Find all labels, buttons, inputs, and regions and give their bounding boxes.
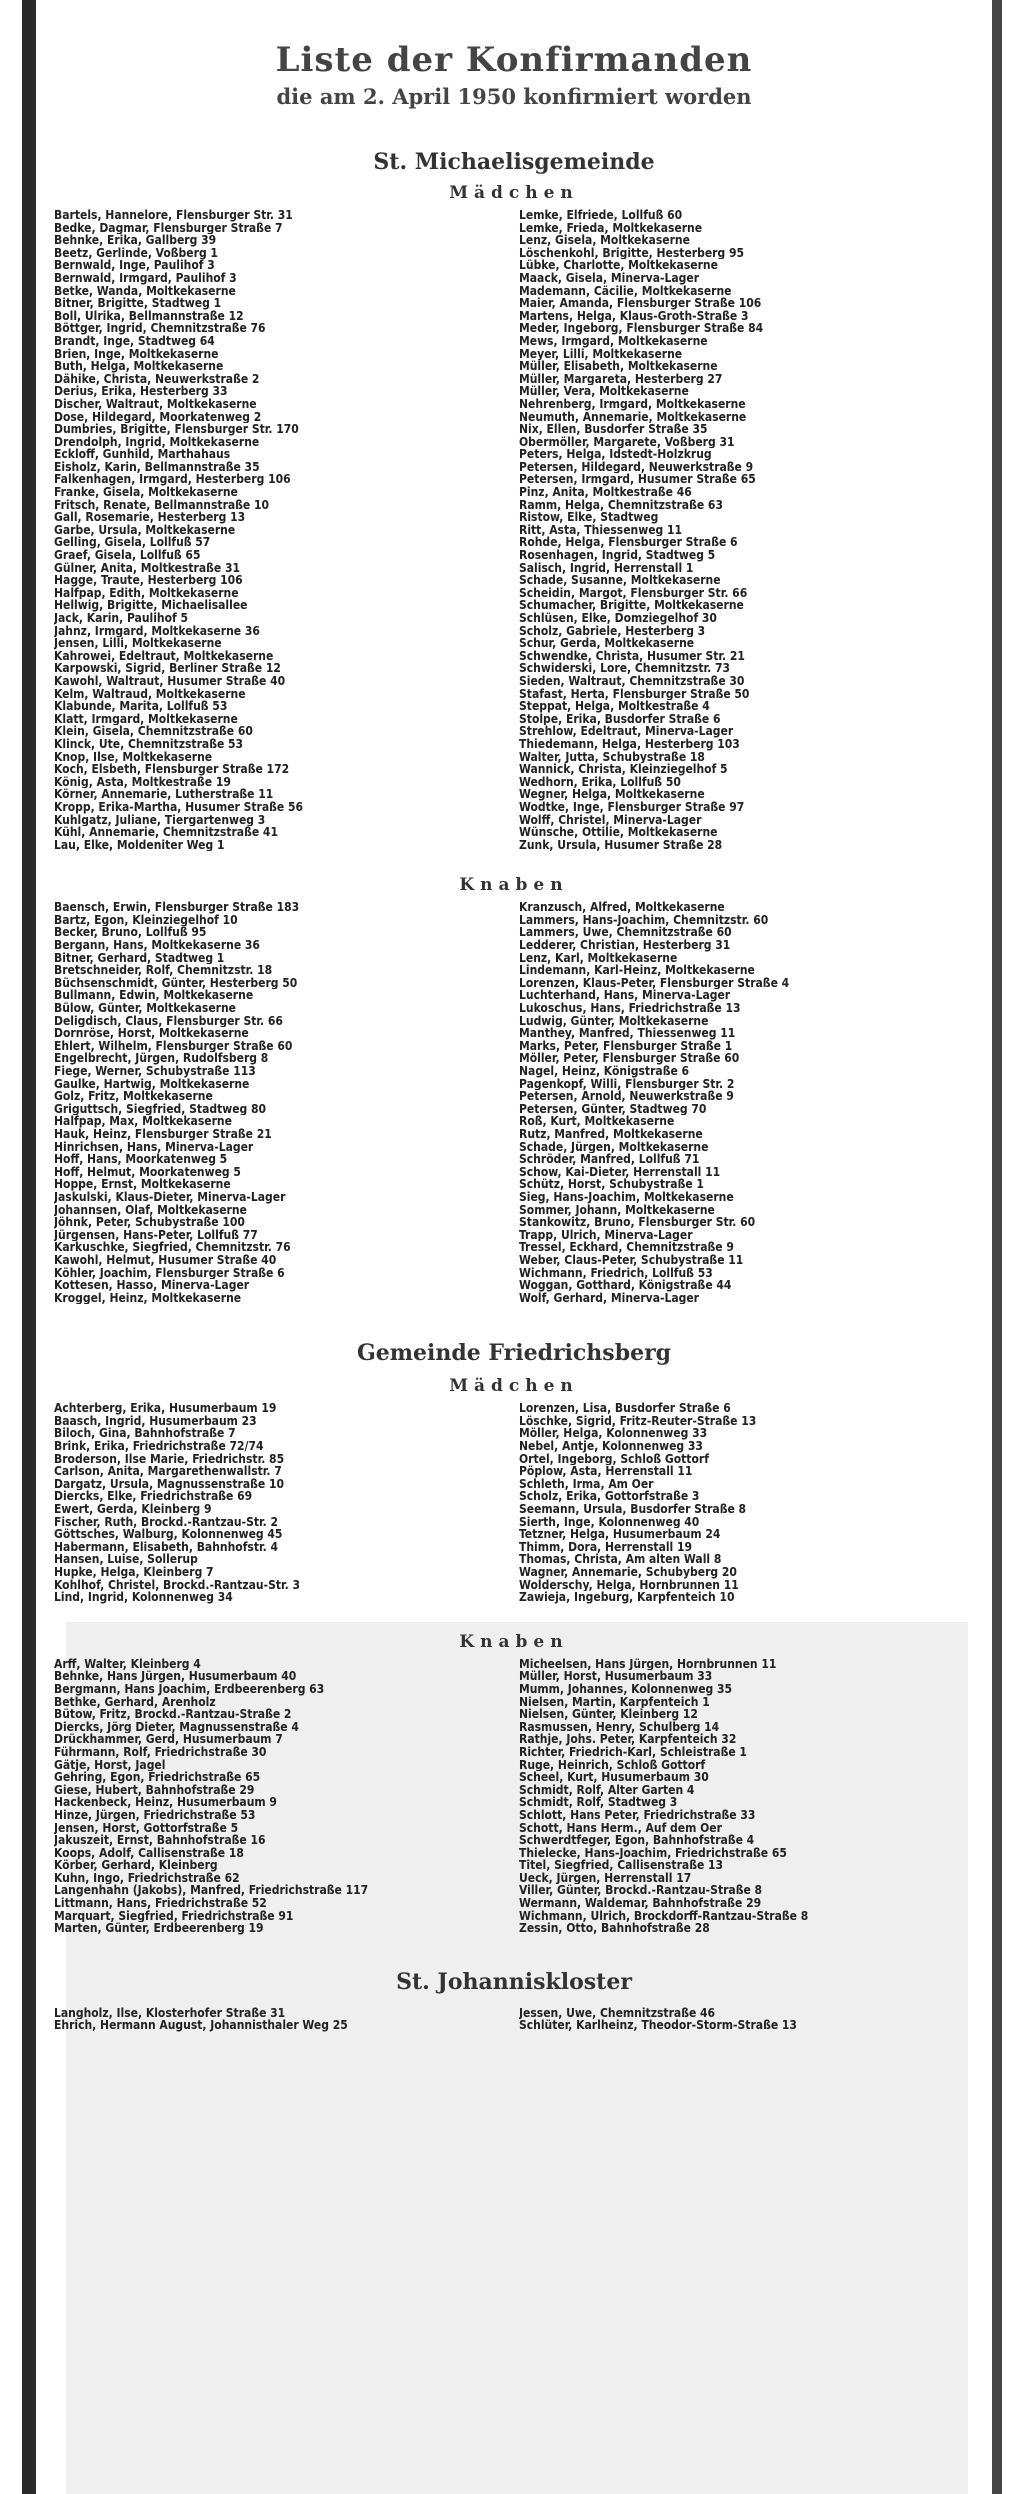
list-item: Lübke, Charlotte, Moltkekaserne: [519, 259, 718, 272]
list-item: Jürgensen, Hans-Peter, Lollfuß 77: [54, 1228, 258, 1242]
list-item: Pöplow, Asta, Herrenstall 11: [519, 1465, 693, 1478]
list-item: Kranzusch, Alfred, Moltkekaserne: [519, 901, 725, 914]
list-item: Löschke, Sigrid, Fritz-Reuter-Straße 13: [519, 1414, 757, 1428]
list-item: Hupke, Helga, Kleinberg 7: [54, 1566, 214, 1579]
list-item: Baensch, Erwin, Flensburger Straße 183: [54, 901, 300, 914]
list-item: Wolff, Christel, Minerva-Lager: [519, 813, 702, 827]
list-item: Schwendke, Christa, Husumer Str. 21: [519, 649, 745, 663]
list-item: Thimm, Dora, Herrenstall 19: [519, 1540, 693, 1554]
list-item: Scheidin, Margot, Flensburger Str. 66: [519, 586, 748, 600]
list-item: Weber, Claus-Peter, Schubystraße 11: [519, 1253, 744, 1267]
list-item: Boll, Ulrika, Bellmannstraße 12: [54, 309, 244, 323]
list-item: Martens, Helga, Klaus-Groth-Straße 3: [519, 309, 749, 323]
list-item: Sommer, Johann, Moltkekaserne: [519, 1203, 715, 1217]
list-item: Behnke, Erika, Gallberg 39: [54, 234, 217, 247]
list-item: Marquart, Siegfried, Friedrichstraße 91: [54, 1909, 294, 1923]
list-item: Johannsen, Olaf, Moltkekaserne: [54, 1203, 247, 1217]
list-item: Bitner, Brigitte, Stadtweg 1: [54, 297, 222, 310]
list-item: Kawohl, Waltraut, Husumer Straße 40: [54, 674, 286, 688]
name-columns: [54, 901, 974, 1304]
list-item: Möller, Helga, Kolonnenweg 33: [519, 1427, 708, 1441]
list-item: Mews, Irmgard, Moltkekaserne: [519, 334, 708, 348]
list-item: Hellwig, Brigitte, Michaelisallee: [54, 599, 248, 612]
list-item: Schmidt, Rolf, Alter Garten 4: [519, 1783, 695, 1797]
list-item: Klabunde, Marita, Lollfuß 53: [54, 700, 228, 713]
list-item: Langholz, Ilse, Klosterhofer Straße 31: [54, 2006, 286, 2020]
sections-container: [54, 149, 974, 2032]
parish-section: [54, 149, 974, 1304]
list-item: Bethke, Gerhard, Arenholz: [54, 1695, 216, 1709]
name-column-left: [54, 1658, 509, 1935]
list-item: Bitner, Gerhard, Stadtweg 1: [54, 951, 225, 965]
list-item: Hoppe, Ernst, Moltkekaserne: [54, 1178, 231, 1191]
list-item: Derius, Erika, Hesterberg 33: [54, 385, 228, 398]
list-item: Strehlow, Edeltraut, Minerva-Lager: [519, 725, 734, 738]
list-item: Hinze, Jürgen, Friedrichstraße 53: [54, 1808, 256, 1822]
list-item: Richter, Friedrich-Karl, Schleistraße 1: [519, 1745, 747, 1759]
name-column-right: [519, 1402, 974, 1604]
list-item: Rutz, Manfred, Moltkekaserne: [519, 1127, 703, 1141]
list-item: Brink, Erika, Friedrichstraße 72/74: [54, 1440, 264, 1453]
list-item: Golz, Fritz, Moltkekaserne: [54, 1090, 213, 1103]
list-item: Kühl, Annemarie, Chemnitzstraße 41: [54, 826, 278, 839]
list-item: Bartz, Egon, Kleinziegelhof 10: [54, 913, 238, 927]
list-item: Kuhlgatz, Juliane, Tiergartenweg 3: [54, 813, 266, 827]
list-item: Knop, Ilse, Moltkekaserne: [54, 750, 213, 764]
list-item: Betke, Wanda, Moltkekaserne: [54, 284, 236, 298]
list-item: Dornröse, Horst, Moltkekaserne: [54, 1027, 249, 1040]
list-item: Hauk, Heinz, Flensburger Straße 21: [54, 1127, 272, 1141]
list-item: Thomas, Christa, Am alten Wall 8: [519, 1553, 722, 1566]
list-item: Gehring, Egon, Friedrichstraße 65: [54, 1771, 261, 1784]
list-item: Discher, Waltraut, Moltkekaserne: [54, 397, 257, 411]
list-item: Giese, Hubert, Bahnhofstraße 29: [54, 1783, 255, 1797]
list-item: Zunk, Ursula, Husumer Straße 28: [519, 838, 723, 852]
list-item: Langenhahn (Jakobs), Manfred, Friedrichstraße 117: [54, 1884, 369, 1898]
list-item: Jakuszeit, Ernst, Bahnhofstraße 16: [54, 1834, 266, 1847]
list-item: Eckloff, Gunhild, Marthahaus: [54, 448, 231, 461]
list-item: Steppat, Helga, Moltkestraße 4: [519, 700, 710, 713]
name-columns: [54, 2007, 974, 2032]
list-item: Klein, Gisela, Chemnitzstraße 60: [54, 725, 253, 738]
list-item: Bernwald, Irmgard, Paulihof 3: [54, 271, 237, 285]
list-item: Gaulke, Hartwig, Moltkekaserne: [54, 1077, 250, 1091]
list-item: Petersen, Günter, Stadtweg 70: [519, 1102, 707, 1116]
list-item: Manthey, Manfred, Thiessenweg 11: [519, 1027, 736, 1040]
list-item: Schlüsen, Elke, Domziegelhof 30: [519, 612, 717, 625]
list-item: Lau, Elke, Moldeniter Weg 1: [54, 838, 225, 852]
list-item: Lenz, Gisela, Moltkekaserne: [519, 234, 690, 247]
parish-section: [54, 1969, 974, 2032]
list-item: Luchterhand, Hans, Minerva-Lager: [519, 989, 731, 1003]
list-item: Thielecke, Hans-Joachim, Friedrichstraße 65: [519, 1846, 787, 1860]
list-item: Bretschneider, Rolf, Chemnitzstr. 18: [54, 964, 273, 977]
list-item: Ramm, Helga, Chemnitzstraße 63: [519, 498, 723, 512]
list-item: Lindemann, Karl-Heinz, Moltkekaserne: [519, 964, 755, 977]
list-item: Wodtke, Inge, Flensburger Straße 97: [519, 800, 745, 814]
list-item: Fritsch, Renate, Bellmannstraße 10: [54, 498, 270, 512]
list-item: Seemann, Ursula, Busdorfer Straße 8: [519, 1503, 747, 1516]
list-item: Kottesen, Hasso, Minerva-Lager: [54, 1279, 250, 1292]
list-item: Karkuschke, Siegfried, Chemnitzstr. 76: [54, 1241, 291, 1254]
list-item: Sieg, Hans-Joachim, Moltkekaserne: [519, 1190, 734, 1204]
list-item: Koch, Elsbeth, Flensburger Straße 172: [54, 763, 290, 776]
group-heading: Knaben: [459, 875, 569, 896]
list-item: Rohde, Helga, Flensburger Straße 6: [519, 536, 738, 550]
list-item: Schow, Kai-Dieter, Herrenstall 11: [519, 1165, 721, 1179]
list-item: Roß, Kurt, Moltkekaserne: [519, 1115, 675, 1128]
list-item: Dose, Hildegard, Moorkatenweg 2: [54, 410, 262, 424]
list-item: Wolf, Gerhard, Minerva-Lager: [519, 1291, 700, 1305]
list-item: Schade, Susanne, Moltkekaserne: [519, 574, 721, 587]
parish-heading: St. Michaelisgemeinde: [373, 149, 655, 175]
list-item: Schott, Hans Herm., Auf dem Oer: [519, 1821, 722, 1835]
list-item: Ueck, Jürgen, Herrenstall 17: [519, 1871, 692, 1885]
list-item: Lenz, Karl, Moltkekaserne: [519, 951, 678, 965]
list-item: Halfpap, Edith, Moltkekaserne: [54, 586, 239, 600]
list-item: Eisholz, Karin, Bellmannstraße 35: [54, 460, 260, 474]
name-column-right: [519, 901, 974, 1304]
list-item: Scholz, Erika, Gottorfstraße 3: [519, 1490, 700, 1504]
right-margin-bar: [992, 0, 1002, 2494]
list-item: Hoff, Hans, Moorkatenweg 5: [54, 1153, 228, 1166]
list-item: Bernwald, Inge, Paulihof 3: [54, 259, 215, 272]
list-item: Ortel, Ingeborg, Schloß Gottorf: [519, 1452, 709, 1466]
name-column-left: [54, 1402, 509, 1604]
list-item: Führmann, Rolf, Friedrichstraße 30: [54, 1745, 267, 1759]
list-item: Jahnz, Irmgard, Moltkekaserne 36: [54, 624, 260, 638]
name-column-left: [54, 901, 509, 1304]
list-item: Fischer, Ruth, Brockd.-Rantzau-Str. 2: [54, 1515, 279, 1529]
list-item: Meyer, Lilli, Moltkekaserne: [519, 347, 683, 361]
list-item: Viller, Günter, Brockd.-Rantzau-Straße 8: [519, 1884, 763, 1898]
list-item: Arff, Walter, Kleinberg 4: [54, 1657, 201, 1671]
list-item: Böttger, Ingrid, Chemnitzstraße 76: [54, 322, 266, 335]
list-item: Achterberg, Erika, Husumerbaum 19: [54, 1402, 277, 1415]
list-item: Pinz, Anita, Moltkestraße 46: [519, 486, 692, 499]
list-item: Kohlhof, Christel, Brockd.-Rantzau-Str. 3: [54, 1578, 301, 1592]
list-item: Titel, Siegfried, Callisenstraße 13: [519, 1859, 724, 1872]
list-item: Schumacher, Brigitte, Moltkekaserne: [519, 599, 744, 612]
list-item: Marks, Peter, Flensburger Straße 1: [519, 1039, 733, 1053]
list-item: Gelling, Gisela, Lollfuß 57: [54, 536, 211, 550]
list-item: Dähike, Christa, Neuwerkstraße 2: [54, 372, 260, 386]
list-item: Wünsche, Ottilie, Moltkekaserne: [519, 826, 718, 839]
list-item: Schröder, Manfred, Lollfuß 71: [519, 1153, 700, 1166]
name-column-right: [519, 1658, 974, 1935]
list-item: Jöhnk, Peter, Schubystraße 100: [54, 1216, 245, 1229]
list-item: Stankowitz, Bruno, Flensburger Str. 60: [519, 1216, 756, 1229]
list-item: Franke, Gisela, Moltkekaserne: [54, 486, 238, 499]
list-item: Fiege, Werner, Schubystraße 113: [54, 1065, 256, 1078]
list-item: Lammers, Hans-Joachim, Chemnitzstr. 60: [519, 913, 769, 927]
list-item: Maier, Amanda, Flensburger Straße 106: [519, 297, 762, 310]
list-item: Petersen, Arnold, Neuwerkstraße 9: [519, 1090, 734, 1103]
list-item: Hansen, Luise, Sollerup: [54, 1553, 198, 1566]
list-item: Dumbries, Brigitte, Flensburger Str. 170: [54, 423, 299, 436]
list-item: Hackenbeck, Heinz, Husumerbaum 9: [54, 1796, 277, 1809]
list-item: Möller, Peter, Flensburger Straße 60: [519, 1052, 740, 1065]
name-columns: [54, 1658, 974, 1935]
list-item: Wolderschy, Helga, Hornbrunnen 11: [519, 1578, 739, 1592]
list-item: Hagge, Traute, Hesterberg 106: [54, 574, 243, 587]
list-item: Petersen, Hildegard, Neuwerkstraße 9: [519, 460, 754, 474]
list-item: Ritt, Asta, Thiessenweg 11: [519, 523, 683, 537]
list-item: Baasch, Ingrid, Husumerbaum 23: [54, 1414, 257, 1428]
group-heading: Knaben: [459, 1631, 569, 1652]
list-item: Lammers, Uwe, Chemnitzstraße 60: [519, 926, 732, 940]
list-item: Zawieja, Ingeburg, Karpfenteich 10: [519, 1591, 735, 1604]
list-item: Lorenzen, Lisa, Busdorfer Straße 6: [519, 1402, 731, 1415]
list-item: Stolpe, Erika, Busdorfer Straße 6: [519, 712, 721, 726]
list-item: Löschenkohl, Brigitte, Hesterberg 95: [519, 246, 745, 260]
list-item: Neumuth, Annemarie, Moltkekaserne: [519, 410, 747, 424]
list-item: Wannick, Christa, Kleinziegelhof 5: [519, 763, 728, 776]
list-item: Beetz, Gerlinde, Voßberg 1: [54, 246, 218, 260]
name-column-left: [54, 209, 509, 851]
list-item: Nagel, Heinz, Königstraße 6: [519, 1065, 690, 1078]
list-item: Drückhammer, Gerd, Husumerbaum 7: [54, 1733, 283, 1746]
list-item: Koops, Adolf, Callisenstraße 18: [54, 1846, 244, 1860]
group-heading: Mädchen: [449, 1376, 579, 1397]
list-item: Kuhn, Ingo, Friedrichstraße 62: [54, 1871, 240, 1885]
list-item: Nielsen, Günter, Kleinberg 12: [519, 1708, 698, 1721]
list-item: Schur, Gerda, Moltkekaserne: [519, 637, 695, 650]
name-columns: [54, 209, 974, 851]
list-item: Thiedemann, Helga, Hesterberg 103: [519, 737, 740, 751]
list-item: Rathje, Johs. Peter, Karpfenteich 32: [519, 1733, 737, 1746]
list-item: Gülner, Anita, Moltkestraße 31: [54, 561, 240, 575]
list-item: Jessen, Uwe, Chemnitzstraße 46: [519, 2006, 716, 2020]
list-item: Körner, Annemarie, Lutherstraße 11: [54, 788, 274, 801]
list-item: Körber, Gerhard, Kleinberg: [54, 1859, 218, 1872]
list-item: Kropp, Erika-Martha, Husumer Straße 56: [54, 800, 304, 814]
list-item: Pagenkopf, Willi, Flensburger Str. 2: [519, 1077, 735, 1091]
list-item: Brandt, Inge, Stadtweg 64: [54, 334, 215, 348]
parish-section: [54, 1340, 974, 1935]
list-item: Biloch, Gina, Bahnhofstraße 7: [54, 1427, 236, 1441]
list-item: Maack, Gisela, Minerva-Lager: [519, 271, 700, 285]
list-item: Ehlert, Wilhelm, Flensburger Straße 60: [54, 1039, 293, 1053]
group-heading: Mädchen: [449, 183, 579, 203]
list-item: Rosenhagen, Ingrid, Stadtweg 5: [519, 549, 716, 562]
list-item: Schleth, Irma, Am Oer: [519, 1477, 654, 1491]
list-item: Müller, Horst, Husumerbaum 33: [519, 1670, 713, 1683]
list-item: Wermann, Waldemar, Bahnhofstraße 29: [519, 1897, 762, 1910]
name-columns: [54, 1402, 974, 1604]
list-item: Woggan, Gotthard, Königstraße 44: [519, 1279, 732, 1292]
list-item: Sieden, Waltraut, Chemnitzstraße 30: [519, 674, 745, 688]
list-item: Kelm, Waltraud, Moltkekaserne: [54, 687, 246, 701]
list-item: Trapp, Ulrich, Minerva-Lager: [519, 1228, 693, 1242]
list-item: Müller, Margareta, Hesterberg 27: [519, 372, 723, 386]
list-item: Deligdisch, Claus, Flensburger Str. 66: [54, 1014, 283, 1028]
list-item: Kahrowei, Edeltraut, Moltkekaserne: [54, 649, 274, 663]
list-item: Lind, Ingrid, Kolonnenweg 34: [54, 1591, 233, 1604]
left-margin-bar: [22, 0, 36, 2494]
list-item: Nix, Ellen, Busdorfer Straße 35: [519, 423, 708, 436]
list-item: Wichmann, Ulrich, Brockdorff-Rantzau-Straße 8: [519, 1909, 809, 1923]
list-item: Kroggel, Heinz, Moltkekaserne: [54, 1291, 242, 1305]
name-column-right: [519, 209, 974, 851]
list-item: Wagner, Annemarie, Schubyberg 20: [519, 1566, 737, 1579]
list-item: Schwiderski, Lore, Chemnitzstr. 73: [519, 662, 730, 675]
list-item: Klinck, Ute, Chemnitzstraße 53: [54, 737, 244, 751]
list-item: Göttsches, Walburg, Kolonnenweg 45: [54, 1528, 283, 1541]
list-item: Bergann, Hans, Moltkekaserne 36: [54, 939, 260, 952]
list-item: Sierth, Inge, Kolonnenweg 40: [519, 1515, 700, 1529]
list-item: Diercks, Jörg Dieter, Magnussenstraße 4: [54, 1720, 299, 1734]
name-column-left: [54, 2007, 509, 2032]
list-item: Zessin, Otto, Bahnhofstraße 28: [519, 1922, 710, 1935]
list-item: Karpowski, Sigrid, Berliner Straße 12: [54, 662, 281, 675]
list-item: Buth, Helga, Moltkekaserne: [54, 360, 224, 373]
list-item: Meder, Ingeborg, Flensburger Straße 84: [519, 322, 764, 335]
list-item: Stafast, Herta, Flensburger Straße 50: [519, 687, 750, 701]
list-item: König, Asta, Moltkestraße 19: [54, 775, 231, 789]
list-item: Marten, Günter, Erdbeerenberg 19: [54, 1922, 264, 1935]
list-item: Tetzner, Helga, Husumerbaum 24: [519, 1528, 721, 1541]
list-item: Diercks, Elke, Friedrichstraße 69: [54, 1490, 253, 1504]
list-item: Wegner, Helga, Moltkekaserne: [519, 788, 705, 801]
list-item: Engelbrecht, Jürgen, Rudolfsberg 8: [54, 1052, 269, 1065]
list-item: Graef, Gisela, Lollfuß 65: [54, 549, 201, 562]
list-item: Walter, Jutta, Schubystraße 18: [519, 750, 705, 764]
parish-heading: Gemeinde Friedrichsberg: [356, 1340, 672, 1367]
list-item: Broderson, Ilse Marie, Friedrichstr. 85: [54, 1452, 285, 1466]
list-item: Ristow, Elke, Stadtweg: [519, 511, 659, 524]
list-item: Drendolph, Ingrid, Moltkekaserne: [54, 435, 260, 449]
list-item: Lorenzen, Klaus-Peter, Flensburger Straße 4: [519, 976, 790, 990]
list-item: Schütz, Horst, Schubystraße 1: [519, 1178, 704, 1191]
list-item: Müller, Elisabeth, Moltkekaserne: [519, 360, 718, 373]
list-item: Jaskulski, Klaus-Dieter, Minerva-Lager: [54, 1190, 286, 1204]
list-item: Tressel, Eckhard, Chemnitzstraße 9: [519, 1241, 734, 1254]
list-item: Bülow, Günter, Moltkekaserne: [54, 1002, 236, 1015]
list-item: Scholz, Gabriele, Hesterberg 3: [519, 624, 706, 638]
list-item: Scheel, Kurt, Husumerbaum 30: [519, 1771, 709, 1784]
list-item: Nehrenberg, Irmgard, Moltkekaserne: [519, 397, 746, 411]
list-item: Nebel, Antje, Kolonnenweg 33: [519, 1440, 703, 1453]
list-item: Lemke, Elfriede, Lollfuß 60: [519, 209, 683, 222]
list-item: Büchsenschmidt, Günter, Hesterberg 50: [54, 976, 298, 990]
list-item: Mumm, Johannes, Kolonnenweg 35: [519, 1682, 733, 1696]
list-item: Jensen, Lilli, Moltkekaserne: [54, 637, 222, 650]
list-item: Bartels, Hannelore, Flensburger Str. 31: [54, 209, 293, 222]
list-item: Littmann, Hans, Friedrichstraße 52: [54, 1897, 267, 1910]
list-item: Peters, Helga, Idstedt-Holzkrug: [519, 448, 712, 461]
list-item: Schmidt, Rolf, Stadtweg 3: [519, 1796, 678, 1809]
article: [54, 40, 974, 2032]
name-column-right: [519, 2007, 974, 2032]
list-item: Bütow, Fritz, Brockd.-Rantzau-Straße 2: [54, 1708, 292, 1721]
list-item: Ewert, Gerda, Kleinberg 9: [54, 1503, 212, 1516]
list-item: Bullmann, Edwin, Moltkekaserne: [54, 989, 254, 1003]
parish-heading: St. Johanniskloster: [396, 1968, 632, 1995]
list-item: Ledderer, Christian, Hesterberg 31: [519, 939, 731, 952]
list-item: Jensen, Horst, Gottorfstraße 5: [54, 1821, 239, 1835]
list-item: Hoff, Helmut, Moorkatenweg 5: [54, 1165, 241, 1179]
list-item: Dargatz, Ursula, Magnussenstraße 10: [54, 1477, 284, 1491]
list-item: Hinrichsen, Hans, Minerva-Lager: [54, 1140, 254, 1154]
list-item: Carlson, Anita, Margarethenwallstr. 7: [54, 1465, 282, 1478]
list-item: Lukoschus, Hans, Friedrichstraße 13: [519, 1002, 741, 1015]
list-item: Bedke, Dagmar, Flensburger Straße 7: [54, 221, 283, 235]
list-item: Becker, Bruno, Lollfuß 95: [54, 926, 207, 940]
list-item: Müller, Vera, Moltkekaserne: [519, 385, 689, 398]
page-subtitle: die am 2. April 1950 konfirmiert worden: [276, 84, 752, 109]
list-item: Jack, Karin, Paulihof 5: [54, 612, 188, 625]
list-item: Falkenhagen, Irmgard, Hesterberg 106: [54, 473, 291, 487]
list-item: Wichmann, Friedrich, Lollfuß 53: [519, 1266, 713, 1280]
list-item: Mademann, Cäcilie, Moltkekaserne: [519, 284, 732, 298]
list-item: Ruge, Heinrich, Schloß Gottorf: [519, 1758, 706, 1772]
list-item: Griguttsch, Siegfried, Stadtweg 80: [54, 1102, 267, 1116]
list-item: Garbe, Ursula, Moltkekaserne: [54, 523, 236, 537]
list-item: Obermöller, Margarete, Voßberg 31: [519, 435, 735, 449]
list-item: Schwerdtfeger, Egon, Bahnhofstraße 4: [519, 1834, 755, 1847]
list-item: Schlott, Hans Peter, Friedrichstraße 33: [519, 1808, 756, 1822]
list-item: Gätje, Horst, Jagel: [54, 1758, 166, 1772]
list-item: Behnke, Hans Jürgen, Husumerbaum 40: [54, 1670, 297, 1683]
list-item: Brien, Inge, Moltkekaserne: [54, 347, 219, 361]
list-item: Salisch, Ingrid, Herrenstall 1: [519, 561, 694, 575]
list-item: Kawohl, Helmut, Husumer Straße 40: [54, 1253, 277, 1267]
list-item: Klatt, Irmgard, Moltkekaserne: [54, 712, 238, 726]
list-item: Micheelsen, Hans Jürgen, Hornbrunnen 11: [519, 1657, 777, 1671]
list-item: Lemke, Frieda, Moltkekaserne: [519, 221, 703, 235]
list-item: Halfpap, Max, Moltkekaserne: [54, 1115, 232, 1128]
list-item: Schade, Jürgen, Moltkekaserne: [519, 1140, 709, 1154]
list-item: Rasmussen, Henry, Schulberg 14: [519, 1720, 720, 1734]
list-item: Ehrich, Hermann August, Johannisthaler Weg 25: [54, 2019, 348, 2033]
list-item: Ludwig, Günter, Moltkekaserne: [519, 1014, 709, 1028]
list-item: Bergmann, Hans Joachim, Erdbeerenberg 63: [54, 1682, 325, 1696]
list-item: Gall, Rosemarie, Hesterberg 13: [54, 511, 246, 524]
list-item: Schlüter, Karlheinz, Theodor-Storm-Straße 13: [519, 2019, 797, 2033]
page-title: Liste der Konfirmanden: [275, 40, 753, 80]
list-item: Wedhorn, Erika, Lollfuß 50: [519, 775, 681, 789]
list-item: Petersen, Irmgard, Husumer Straße 65: [519, 473, 756, 487]
list-item: Habermann, Elisabeth, Bahnhofstr. 4: [54, 1540, 278, 1554]
list-item: Nielsen, Martin, Karpfenteich 1: [519, 1695, 710, 1709]
list-item: Köhler, Joachim, Flensburger Straße 6: [54, 1266, 285, 1280]
